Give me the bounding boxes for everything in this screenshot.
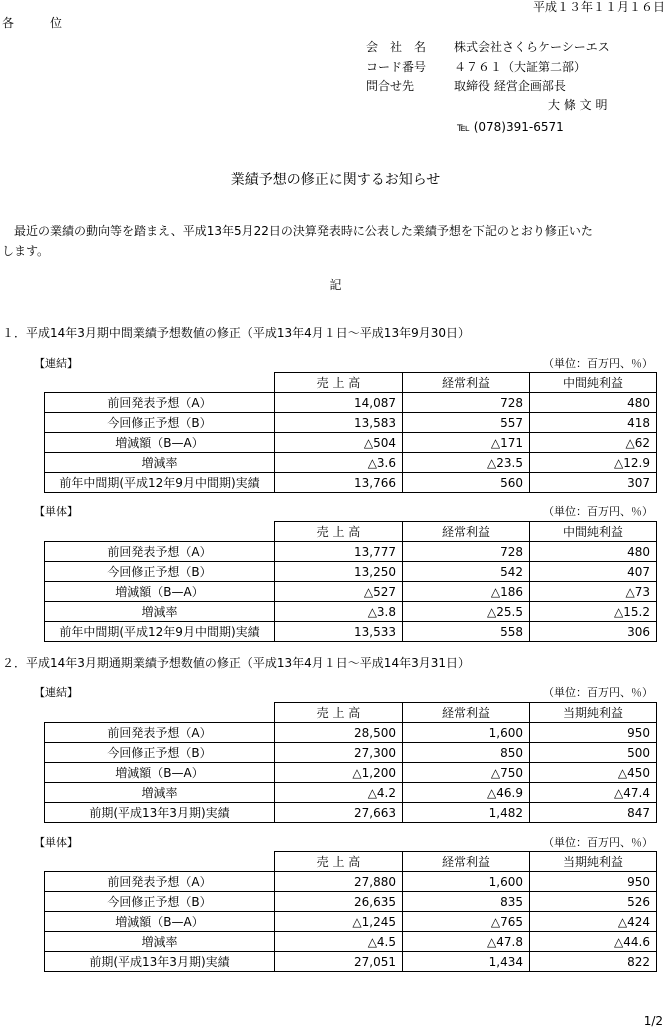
table-header-row: [45, 852, 657, 872]
header-sales: 売 上 高: [275, 852, 403, 872]
value-ordinary-profit: △750: [403, 763, 530, 783]
header-ordinary-profit: 経常利益: [403, 703, 530, 723]
value-net-profit: △44.6: [530, 932, 657, 952]
row-label: 増減率: [45, 932, 275, 952]
value-ordinary-profit: △46.9: [403, 783, 530, 803]
table-row: [45, 413, 657, 433]
table-row: [45, 763, 657, 783]
table-row: [45, 892, 657, 912]
value-sales: △1,200: [275, 763, 403, 783]
value-ordinary-profit: 850: [403, 743, 530, 763]
table-row: [45, 433, 657, 453]
header-blank-cell: [45, 852, 275, 872]
value-ordinary-profit: △186: [403, 582, 530, 602]
table-row: [45, 872, 657, 892]
value-net-profit: △73: [530, 582, 657, 602]
row-label: 今回修正予想（B）: [45, 892, 275, 912]
s2-consolidated-unit: （単位：百万円、％）: [543, 686, 653, 699]
table-row: [45, 473, 657, 493]
row-label: 今回修正予想（B）: [45, 413, 275, 433]
row-label: 増減額（B—A）: [45, 582, 275, 602]
value-sales: △1,245: [275, 912, 403, 932]
s2-single-label: 【単体】: [34, 836, 78, 849]
company-name: 株式会社さくらケーシーエス: [454, 40, 610, 54]
stock-code: ４７６１（大証第二部）: [454, 60, 587, 74]
ki-heading: 記: [329, 278, 342, 292]
value-ordinary-profit: △23.5: [403, 453, 530, 473]
addressee: 各 位: [2, 16, 63, 30]
header-net-profit: 中間純利益: [530, 373, 657, 393]
value-sales: 26,635: [275, 892, 403, 912]
header-ordinary-profit: 経常利益: [403, 852, 530, 872]
table-row: [45, 952, 657, 972]
value-sales: 27,663: [275, 803, 403, 823]
value-net-profit: 500: [530, 743, 657, 763]
notice-body-line2: します。: [2, 244, 50, 258]
value-sales: 27,051: [275, 952, 403, 972]
value-sales: 28,500: [275, 723, 403, 743]
row-label: 前期(平成13年3月期)実績: [45, 803, 275, 823]
company-label: 会 社 名: [366, 40, 427, 54]
value-ordinary-profit: 542: [403, 562, 530, 582]
header-ordinary-profit: 経常利益: [403, 522, 530, 542]
header-net-profit: 当期純利益: [530, 852, 657, 872]
value-ordinary-profit: 1,600: [403, 723, 530, 743]
row-label: 前年中間期(平成12年9月中間期)実績: [45, 622, 275, 642]
value-ordinary-profit: 1,482: [403, 803, 530, 823]
value-net-profit: △12.9: [530, 453, 657, 473]
value-sales: △4.5: [275, 932, 403, 952]
table-row: [45, 803, 657, 823]
value-sales: 13,583: [275, 413, 403, 433]
code-label: コード番号: [366, 60, 427, 74]
table-row: [45, 453, 657, 473]
value-net-profit: △62: [530, 433, 657, 453]
row-label: 前期(平成13年3月期)実績: [45, 952, 275, 972]
contact-tel: ℡ (078)391-6571: [457, 120, 564, 134]
header-blank-cell: [45, 703, 275, 723]
s2-consolidated-label: 【連結】: [34, 686, 78, 699]
table-row: [45, 622, 657, 642]
value-sales: 14,087: [275, 393, 403, 413]
table-row: [45, 912, 657, 932]
row-label: 前回発表予想（A）: [45, 723, 275, 743]
s1-single-table: [44, 521, 657, 642]
value-net-profit: △450: [530, 763, 657, 783]
s1-consolidated-label: 【連結】: [34, 357, 78, 370]
table-header-row: [45, 373, 657, 393]
row-label: 前年中間期(平成12年9月中間期)実績: [45, 473, 275, 493]
value-ordinary-profit: △765: [403, 912, 530, 932]
value-sales: 13,533: [275, 622, 403, 642]
value-net-profit: △424: [530, 912, 657, 932]
s2-single-unit: （単位：百万円、％）: [543, 836, 653, 849]
row-label: 今回修正予想（B）: [45, 562, 275, 582]
value-ordinary-profit: 835: [403, 892, 530, 912]
value-ordinary-profit: 557: [403, 413, 530, 433]
value-net-profit: △15.2: [530, 602, 657, 622]
contact-name: 大 條 文 明: [548, 98, 608, 112]
contact-label: 問合せ先: [366, 79, 415, 93]
value-net-profit: 407: [530, 562, 657, 582]
row-label: 増減率: [45, 602, 275, 622]
row-label: 前回発表予想（A）: [45, 872, 275, 892]
s1-single-unit: （単位：百万円、％）: [543, 505, 653, 518]
s2-single-table: [44, 851, 657, 972]
header-net-profit: 中間純利益: [530, 522, 657, 542]
table-row: [45, 393, 657, 413]
table-row: [45, 723, 657, 743]
value-ordinary-profit: △47.8: [403, 932, 530, 952]
row-label: 今回修正予想（B）: [45, 743, 275, 763]
value-net-profit: 950: [530, 723, 657, 743]
value-sales: △3.6: [275, 453, 403, 473]
value-net-profit: 418: [530, 413, 657, 433]
value-ordinary-profit: 728: [403, 542, 530, 562]
row-label: 増減額（B—A）: [45, 433, 275, 453]
header-blank-cell: [45, 373, 275, 393]
header-blank-cell: [45, 522, 275, 542]
row-label: 前回発表予想（A）: [45, 542, 275, 562]
value-ordinary-profit: △171: [403, 433, 530, 453]
value-sales: △504: [275, 433, 403, 453]
section2-heading: ２．平成14年3月期通期業績予想数値の修正（平成13年4月１日～平成14年3月31日）: [2, 656, 470, 670]
page-number: 1/2: [643, 1014, 663, 1028]
value-net-profit: 306: [530, 622, 657, 642]
value-ordinary-profit: 1,600: [403, 872, 530, 892]
section1-heading: １．平成14年3月期中間業績予想数値の修正（平成13年4月１日～平成13年9月30日）: [2, 326, 470, 340]
notice-body-line1: 最近の業績の動向等を踏まえ、平成13年5月22日の決算発表時に公表した業績予想を下記のとおり修正いた: [14, 224, 593, 238]
value-net-profit: 822: [530, 952, 657, 972]
value-sales: 27,300: [275, 743, 403, 763]
table-row: [45, 783, 657, 803]
value-sales: 13,766: [275, 473, 403, 493]
header-net-profit: 当期純利益: [530, 703, 657, 723]
value-net-profit: 480: [530, 542, 657, 562]
value-sales: 13,250: [275, 562, 403, 582]
header-sales: 売 上 高: [275, 703, 403, 723]
value-sales: △527: [275, 582, 403, 602]
value-sales: △3.8: [275, 602, 403, 622]
value-sales: 13,777: [275, 542, 403, 562]
header-ordinary-profit: 経常利益: [403, 373, 530, 393]
value-ordinary-profit: 1,434: [403, 952, 530, 972]
contact-title: 取締役 経営企画部長: [454, 79, 566, 93]
row-label: 増減率: [45, 453, 275, 473]
value-sales: △4.2: [275, 783, 403, 803]
value-net-profit: 950: [530, 872, 657, 892]
table-row: [45, 602, 657, 622]
s1-consolidated-unit: （単位：百万円、％）: [543, 357, 653, 370]
row-label: 増減率: [45, 783, 275, 803]
table-header-row: [45, 703, 657, 723]
value-net-profit: 526: [530, 892, 657, 912]
header-sales: 売 上 高: [275, 373, 403, 393]
header-sales: 売 上 高: [275, 522, 403, 542]
value-ordinary-profit: 558: [403, 622, 530, 642]
table-row: [45, 932, 657, 952]
value-sales: 27,880: [275, 872, 403, 892]
value-net-profit: △47.4: [530, 783, 657, 803]
table-header-row: [45, 522, 657, 542]
s1-single-label: 【単体】: [34, 505, 78, 518]
value-net-profit: 307: [530, 473, 657, 493]
document-date: 平成１３年１１月１６日: [532, 0, 665, 14]
notice-title: 業績予想の修正に関するお知らせ: [230, 172, 441, 188]
s1-consolidated-table: [44, 372, 657, 493]
value-ordinary-profit: 560: [403, 473, 530, 493]
value-ordinary-profit: 728: [403, 393, 530, 413]
s2-consolidated-table: [44, 702, 657, 823]
row-label: 増減額（B—A）: [45, 763, 275, 783]
table-row: [45, 582, 657, 602]
row-label: 増減額（B—A）: [45, 912, 275, 932]
value-net-profit: 847: [530, 803, 657, 823]
row-label: 前回発表予想（A）: [45, 393, 275, 413]
table-row: [45, 542, 657, 562]
value-ordinary-profit: △25.5: [403, 602, 530, 622]
value-net-profit: 480: [530, 393, 657, 413]
table-row: [45, 562, 657, 582]
table-row: [45, 743, 657, 763]
